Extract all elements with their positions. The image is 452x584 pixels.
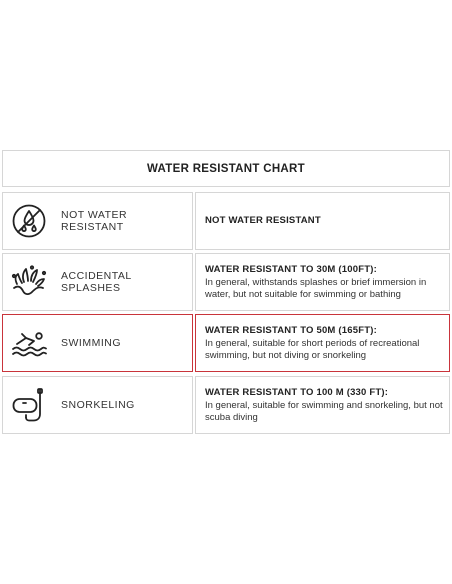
category-label: SWIMMING [61, 337, 121, 349]
category-cell-swimming [2, 314, 193, 372]
rating-title: WATER RESISTANT TO 30M (100FT): [205, 263, 377, 275]
category-label: ACCIDENTAL SPLASHES [61, 270, 132, 294]
rating-cell-swimming [195, 314, 450, 372]
category-label: SNORKELING [61, 399, 135, 411]
rating-title: WATER RESISTANT TO 100 M (330 FT): [205, 386, 389, 398]
rating-cell-accidental-splashes [195, 253, 450, 311]
category-cell-accidental-splashes [2, 253, 193, 311]
snorkel-mask-icon [11, 387, 47, 423]
water-splash-icon [11, 264, 47, 300]
rating-cell-not-water-resistant [195, 192, 450, 250]
chart-title: WATER RESISTANT CHART [147, 162, 305, 175]
rating-description: In general, suitable for swimming and snorkeling, but not scuba diving [205, 399, 443, 423]
chart-title-box [2, 150, 450, 187]
swimmer-icon [11, 325, 47, 361]
category-label: NOT WATER RESISTANT [61, 209, 128, 233]
rating-cell-snorkeling [195, 376, 450, 434]
category-cell-snorkeling [2, 376, 193, 434]
rating-description: In general, suitable for short periods of recreational swimming, but not diving or snorkeling [205, 337, 420, 361]
rating-description: In general, withstands splashes or brief immersion in water, but not suitable for swimming or bathing [205, 276, 427, 300]
category-cell-not-water-resistant [2, 192, 193, 250]
no-water-drops-icon [11, 203, 47, 239]
rating-title: NOT WATER RESISTANT [205, 215, 321, 226]
rating-title: WATER RESISTANT TO 50M (165FT): [205, 324, 377, 336]
